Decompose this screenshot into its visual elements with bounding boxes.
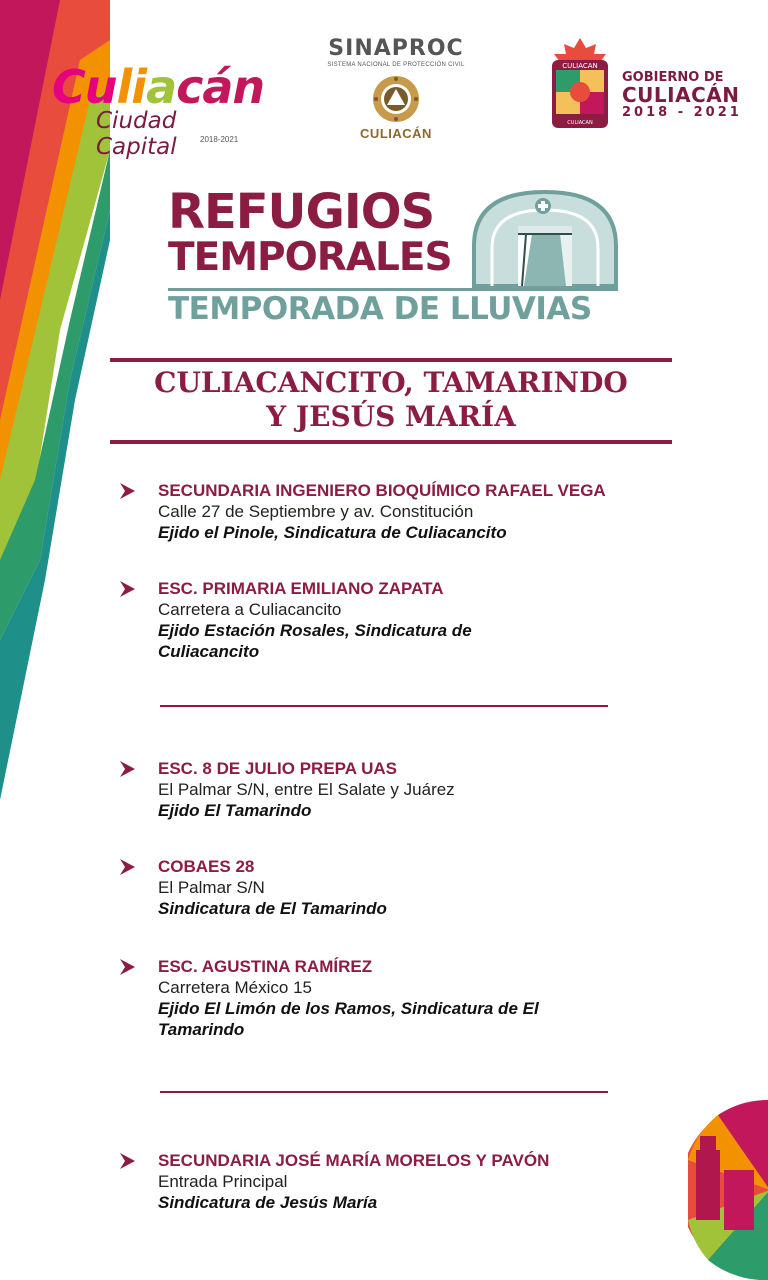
government-line-1: GOBIERNO DE	[622, 70, 724, 85]
sinaproc-name: SINAPROC	[328, 36, 464, 61]
chevron-right-icon	[118, 482, 136, 500]
shelter-name: ESC. 8 DE JULIO PREPA UAS	[158, 759, 397, 778]
section-divider	[160, 705, 608, 707]
shelter-location: Ejido El Limón de los Ramos, Sindicatura de El Tamarindo	[158, 999, 539, 1039]
shelter-name: COBAES 28	[158, 857, 255, 876]
chevron-right-icon	[118, 1152, 136, 1170]
sinaproc-description: SISTEMA NACIONAL DE PROTECCIÓN CIVIL	[327, 62, 465, 68]
shelter-address: Calle 27 de Septiembre y av. Constitución	[158, 502, 474, 521]
region-line-2: Y JESÚS MARÍA	[266, 400, 516, 433]
decorative-left-stripe	[0, 0, 110, 1280]
government-name	[622, 70, 742, 120]
shelter-address: El Palmar S/N, entre El Salate y Juárez	[158, 780, 455, 799]
shelter-name: ESC. AGUSTINA RAMÍREZ	[158, 957, 373, 976]
government-years: 2018 - 2021	[622, 105, 742, 120]
shelter-tent-icon	[470, 186, 620, 288]
title-refugios: REFUGIOS	[168, 184, 435, 240]
shelter-location: Sindicatura de Jesús María	[158, 1193, 378, 1212]
shelter-name: ESC. PRIMARIA EMILIANO ZAPATA	[158, 579, 444, 598]
civil-protection-emblem-icon	[371, 74, 421, 124]
shelter-name: SECUNDARIA INGENIERO BIOQUÍMICO RAFAEL VEGA	[158, 481, 606, 500]
region-line-1: CULIACANCITO, TAMARINDO	[154, 366, 628, 399]
chevron-right-icon	[118, 958, 136, 976]
government-line-2: CULIACÁN	[622, 83, 740, 107]
shelter-location: Sindicatura de El Tamarindo	[158, 899, 387, 918]
title-temporales: TEMPORALES	[168, 235, 452, 280]
shield-bottom-label: CULIACAN	[567, 120, 593, 126]
shelter-location: Ejido El Tamarindo	[158, 801, 312, 820]
sinaproc-city: CULIACÁN	[360, 126, 432, 141]
shelter-location: Ejido Estación Rosales, Sindicatura de Culiacancito	[158, 621, 472, 661]
sinaproc-logo	[318, 36, 474, 141]
shelter-address: El Palmar S/N	[158, 878, 265, 897]
logo-wordmark: Culiacán	[52, 60, 265, 114]
logo-subtitle: Ciudad Capital	[96, 108, 177, 160]
shelter-address: Carretera a Culiacancito	[158, 600, 342, 619]
shelter-address: Entrada Principal	[158, 1172, 288, 1191]
government-shield-icon	[548, 38, 612, 134]
shelter-location: Ejido el Pinole, Sindicatura de Culiacancito	[158, 523, 507, 542]
culiacan-ciudad-capital-logo	[28, 52, 265, 160]
shelter-name: SECUNDARIA JOSÉ MARÍA MORELOS Y PAVÓN	[158, 1151, 550, 1170]
region-heading	[110, 366, 672, 434]
shield-top-label: CULIACAN	[562, 62, 598, 70]
region-top-rule	[110, 358, 672, 362]
decorative-corner-graphic	[688, 1040, 768, 1280]
logo-years: 2018-2021	[200, 135, 239, 144]
section-divider	[160, 1091, 608, 1093]
chevron-right-icon	[118, 580, 136, 598]
chevron-right-icon	[118, 858, 136, 876]
chevron-right-icon	[118, 760, 136, 778]
region-bottom-rule	[110, 440, 672, 444]
title-season: TEMPORADA DE LLUVIAS	[168, 291, 592, 327]
shelter-address: Carretera México 15	[158, 978, 313, 997]
